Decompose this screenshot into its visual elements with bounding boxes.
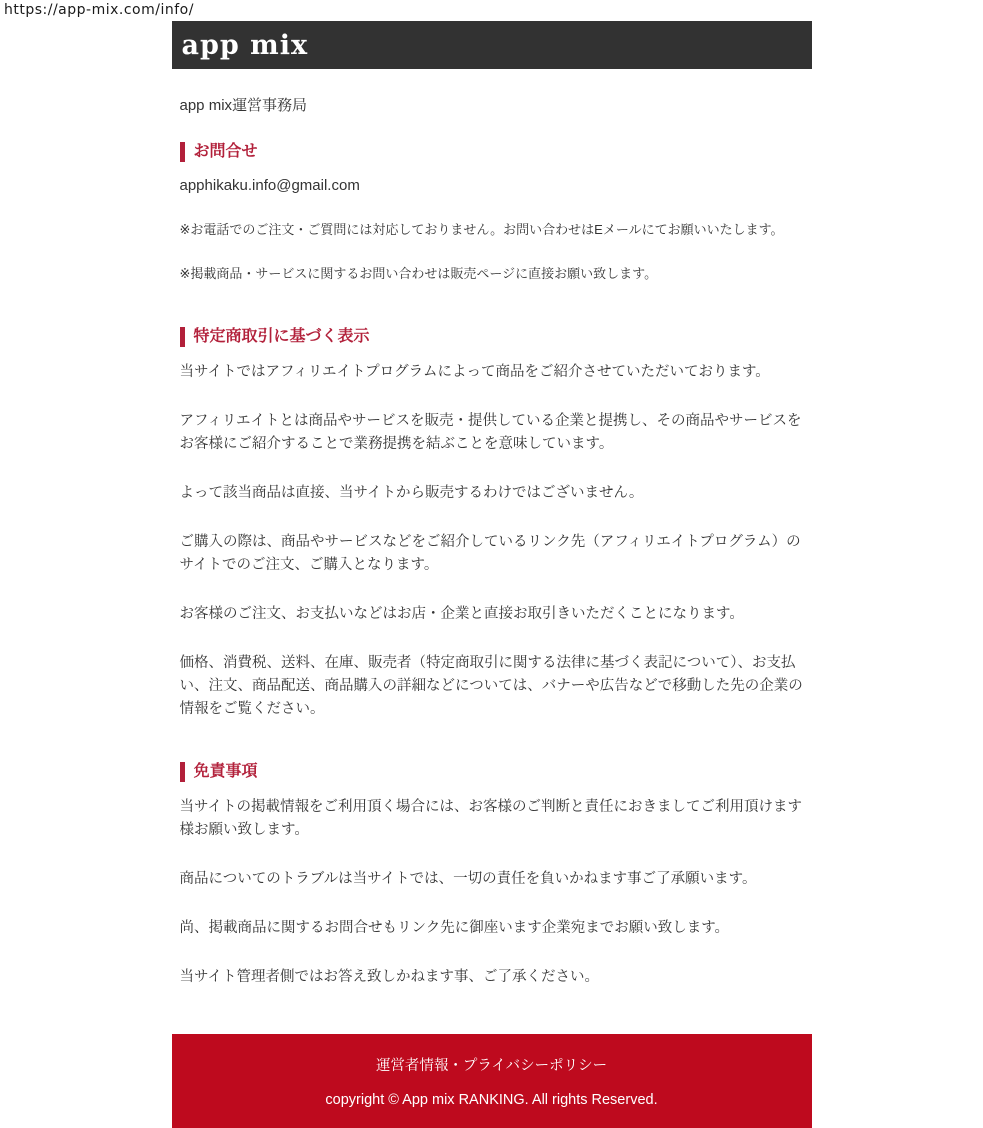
contact-note-products: ※掲載商品・サービスに関するお問い合わせは販売ページに直接お願い致します。 (179, 266, 658, 281)
site-header (172, 21, 812, 69)
section-tokutei-shoutorihiki (180, 327, 808, 721)
page-content (172, 94, 812, 989)
disclaimer-paragraph: 当サイト管理者側ではお答え致しかねます事、ご了承ください。 (179, 969, 599, 985)
footer-privacy-policy-link[interactable]: 運営者情報・プライバシーポリシー (375, 1058, 608, 1074)
site-footer (172, 1034, 812, 1128)
contact-note-phone: ※お電話でのご注文・ご質問には対応しておりません。お問い合わせはEメールにてお願いいたします。 (179, 222, 784, 237)
contact-email-text: apphikaku.info@gmail.com (179, 177, 360, 194)
operator-name-text: app mix運営事務局 (179, 97, 308, 114)
disclaimer-paragraph: 商品についてのトラブルは当サイトでは、一切の責任を負いかねます事ご了承願います。 (179, 871, 757, 887)
tokutei-paragraph: 価格、消費税、送料、在庫、販売者（特定商取引に関する法律に基づく表記について）、お支払い、注文、商品配送、商品購入の詳細などについては、バナーや広告などで移動した先の企業の情報をご覧ください。 (179, 655, 803, 717)
disclaimer-paragraph: 当サイトの掲載情報をご利用頂く場合には、お客様のご判断と責任におきましてご利用頂けます様お願い致します。 (179, 799, 802, 838)
page-url-note: https://app-mix.com/info/ (4, 2, 194, 18)
disclaimer-paragraph: 尚、掲載商品に関するお問合せもリンク先に御座います企業宛までお願い致します。 (179, 920, 730, 936)
tokutei-paragraph: 当サイトではアフィリエイトプログラムによって商品をご紹介させていただいております。 (179, 364, 770, 380)
section-contact (180, 142, 808, 282)
tokutei-section-heading: 特定商取引に基づく表示 (180, 327, 808, 347)
tokutei-paragraph: お客様のご注文、お支払いなどはお店・企業と直接お取引きいただくことになります。 (179, 606, 744, 622)
tokutei-paragraph: アフィリエイトとは商品やサービスを販売・提供している企業と提携し、その商品やサービスをお客様にご紹介することで業務提携を結ぶことを意味しています。 (179, 413, 802, 452)
tokutei-paragraph: よって該当商品は直接、当サイトから販売するわけではございません。 (179, 485, 644, 501)
site-title-logo[interactable]: app mix (181, 29, 309, 61)
page-container (172, 0, 812, 1128)
section-disclaimer (180, 762, 808, 989)
tokutei-paragraph: ご購入の際は、商品やサービスなどをご紹介しているリンク先（アフィリエイトプログラム）のサイトでのご注文、ご購入となります。 (179, 534, 801, 573)
footer-copyright-text: copyright © App mix RANKING. All rights Reserved. (325, 1092, 658, 1108)
disclaimer-section-heading: 免責事項 (180, 762, 808, 782)
contact-section-heading: お問合せ (180, 142, 808, 162)
